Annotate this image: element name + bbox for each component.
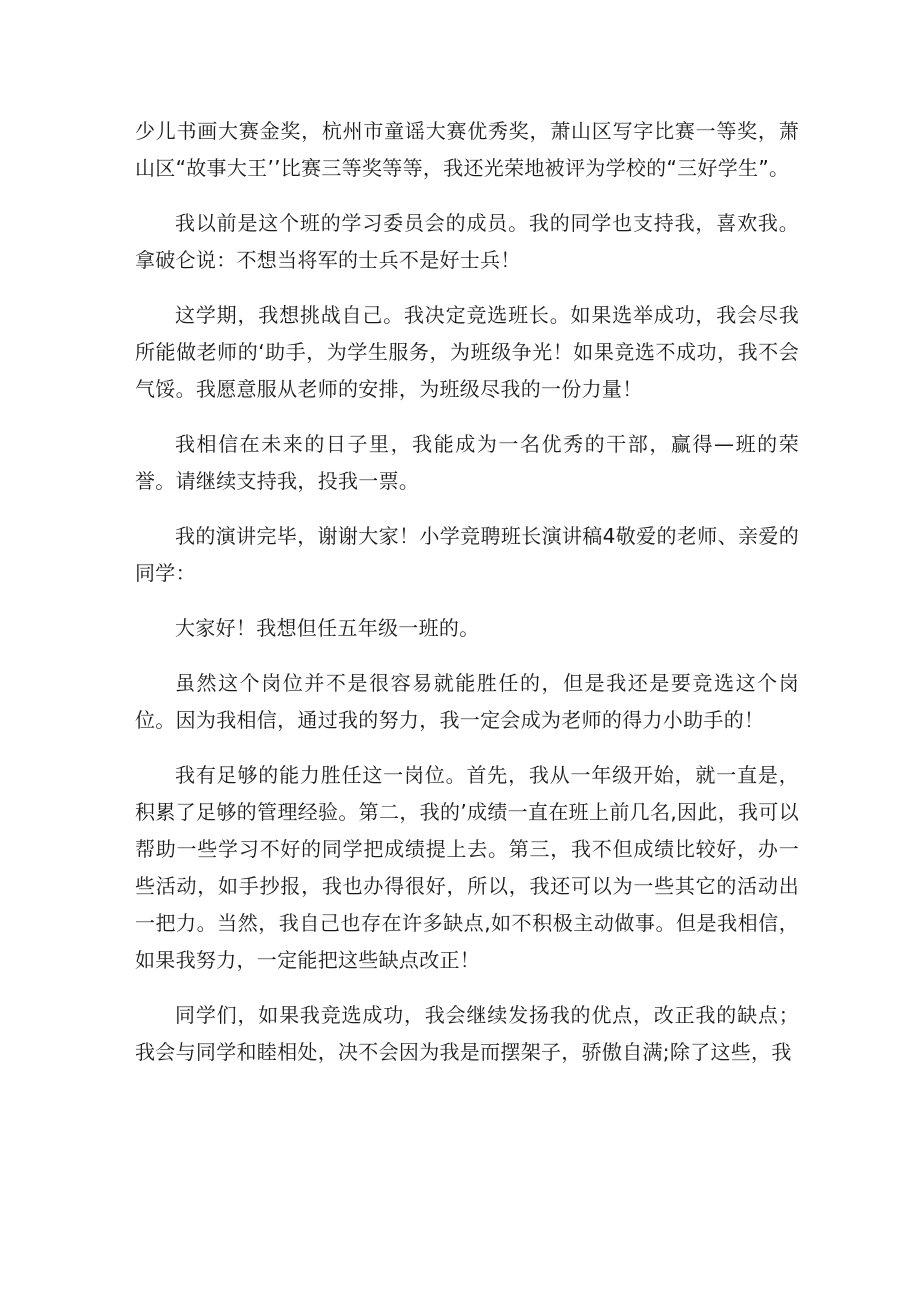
paragraph-3: 这学期，我想挑战自己。我决定竞选班长。如果选举成功，我会尽我所能做老师的‘助手，为学生服务，为班级争光！如果竞选不成功，我不会气馁。我愿意服从老师的安排，为班级尽我的一份力量！ — [135, 303, 799, 401]
paragraph-7: 虽然这个岗位并不是很容易就能胜任的，但是我还是要竞选这个岗位。因为我相信，通过我的努力，我一定会成为老师的得力小助手的！ — [135, 671, 799, 732]
paragraph-1: 少儿书画大赛金奖，杭州市童谣大赛优秀奖，萧山区写字比赛一等奖，萧山区“故事大王’’比赛三等奖等等，我还光荣地被评为学校的“三好学生”。 — [135, 119, 799, 180]
paragraph-2: 我以前是这个班的学习委员会的成员。我的同学也支持我，喜欢我。拿破仑说：不想当将军的士兵不是好士兵！ — [135, 211, 799, 272]
document-body — [135, 113, 799, 1089]
paragraph-5: 我的演讲完毕，谢谢大家！小学竞聘班长演讲稿4敬爱的老师、亲爱的同学： — [135, 524, 799, 585]
paragraph-9: 同学们，如果我竞选成功，我会继续发扬我的优点，改正我的缺点；我会与同学和睦相处，决不会因为我是而摆架子，骄傲自满;除了这些，我 — [135, 1003, 799, 1064]
paragraph-8: 我有足够的能力胜任这一岗位。首先，我从一年级开始，就一直是，积累了足够的管理经验。第二，我的’成绩一直在班上前几名,因此，我可以帮助一些学习不好的同学把成绩提上去。第三，我不但成绩比较好，办一些活动，如手抄报，我也办得很好，所以，我还可以为一些其它的活动出一把力。当然，我自己也存在许多缺点,如不积极主动做事。但是我相信，如果我努力，一定能把这些缺点改正！ — [135, 763, 799, 972]
paragraph-6: 大家好！我想但任五年级一班的。 — [175, 616, 480, 640]
paragraph-4: 我相信在未来的日子里，我能成为一名优秀的干部，赢得—班的荣誉。请继续支持我，投我一票。 — [135, 432, 799, 493]
